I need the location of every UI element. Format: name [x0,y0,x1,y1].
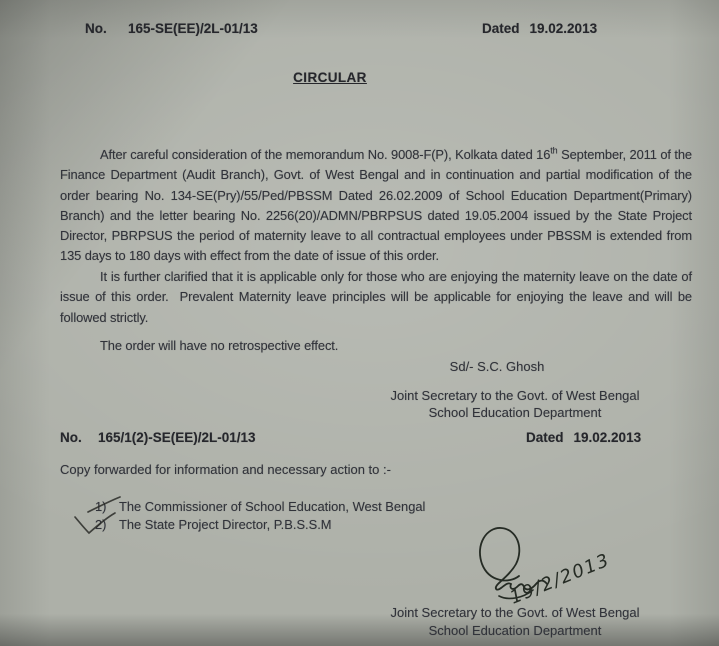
sd-line: Sd/- S.C. Ghosh [449,359,545,374]
ref2-dated-label: Dated [526,430,564,445]
ref2-dated-value: 19.02.2013 [573,430,642,445]
recipient-list [95,498,425,533]
dated-value: 19.02.2013 [529,21,598,36]
recipient-1-number: 1) [95,499,107,514]
dated-line [482,21,597,36]
recipient-2-number: 2) [95,516,107,532]
footer-signatory-block [350,604,680,640]
designation-line-2: School Education Department [428,405,602,420]
para1-superscript: th [550,145,558,156]
ref-no-label: No. [85,21,107,36]
handwritten-date: 19/2/2013 [507,549,613,609]
copy-forwarded-line: Copy forwarded for information and necessary action to :- [60,462,391,477]
pen-tick-mark-2 [72,509,118,537]
body-paragraph-1 [60,145,696,267]
signatory-block [350,358,680,422]
para1-text-end: September, 2011 of the Finance Department (Audit Branch), Govt. of West Bengal and in continuation and partial modification of the order bearing No. 134-SE(Pry)/55/Ped/PBSSM Dated 26.02.2009 of School Education Department(Primary) Branch) and the letter bearing No. 2256(20)/ADMN/PBRPSUS dated 19.05.2004 issued by the State Project Director, PBRPSUS the period of maternity leave to all contractual employees under PBSSM is extended from 135 days to 180 days with effect from the date of issue of this order. [60,147,696,264]
recipient-1-text: The Commissioner of School Education, West Bengal [119,499,426,514]
ref2-no-label: No. [60,430,82,445]
para1-text-start: After careful consideration of the memorandum No. 9008-F(P), Kolkata dated 16 [100,147,551,162]
recipient-item-2 [95,516,425,534]
ref2-dated-line [526,430,641,445]
designation-line-1: Joint Secretary to the Govt. of West Bengal [390,387,640,403]
body-paragraph-3: The order will have no retrospective effect. [100,338,339,353]
ref-number: 165-SE(EE)/2L-01/13 [128,21,258,36]
recipient-item-1 [95,498,425,516]
footer-designation-line-1: Joint Secretary to the Govt. of West Bengal [390,605,640,620]
body-paragraph-2: It is further clarified that it is applicable only for those who are enjoying the maternity leave on the date of issue of this order. Prevalent Maternity leave principles will be applicable for enjoying the leave and will be followed strictly. [60,269,696,325]
footer-designation-line-2: School Education Department [428,623,602,638]
ref2-number: 165/1(2)-SE(EE)/2L-01/13 [98,430,256,445]
dated-label: Dated [482,21,520,36]
recipient-2-text: The State Project Director, P.B.S.S.M [119,516,332,532]
circular-title: CIRCULAR [293,70,367,85]
